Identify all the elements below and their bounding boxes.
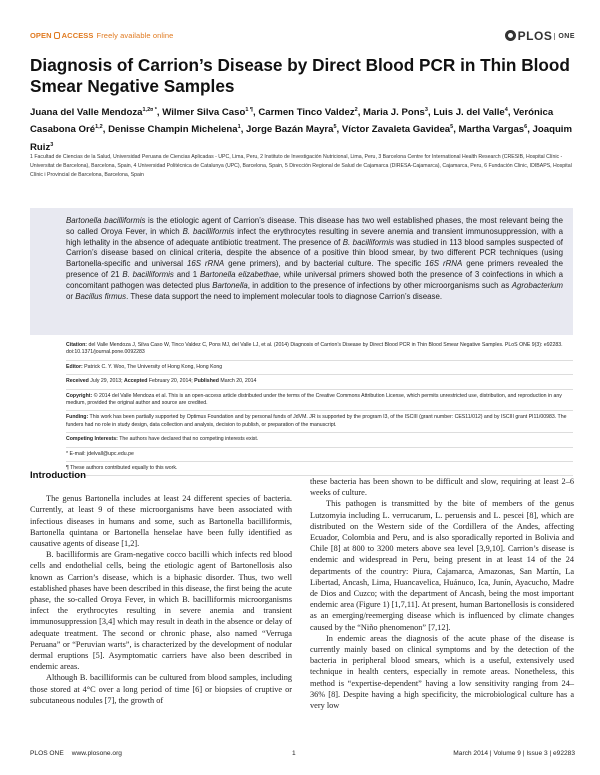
copyright-block: Copyright: © 2014 del Valle Mendoza et al. This is an open-access article distributed under the terms of the Creative Commons Attribution License, which permits unrestricted use, distribution, and reproduction in any medium, provided the original author and source are credited.	[66, 390, 573, 412]
author-list: Juana del Valle Mendoza$^{1,2¤ *}$, Wilmer Silva Caso$^{1 \P}$, Carmen Tinco Valdez$^2$, Maria J. Pons$^3$, Luis J. del Valle$^4$, Verónica Casabona Oré$^{1,2}$, Denisse Champin Michelena$^1$, Jorge Bazán Mayra$^5$, Víctor Zavaleta Gavidea$^5$, Martha Vargas$^6$, Joaquim Ruiz$^3$	[30, 107, 572, 153]
author-name: Luis J. del Valle$^4$	[433, 107, 508, 119]
author-name: Denisse Champin Michelena$^1$	[108, 124, 241, 136]
journal-logo: PLOS ONE	[505, 29, 575, 43]
dates-block: Received July 29, 2013; Accepted February 20, 2014; Published March 20, 2014	[66, 375, 573, 389]
editor-block: Editor: Patrick C. Y. Woo, The University of Hong Kong, Hong Kong	[66, 361, 573, 375]
page-number: 1	[292, 750, 296, 757]
page-footer	[30, 750, 575, 762]
body-left-column	[30, 470, 292, 706]
author-name: Martha Vargas$^6$	[458, 124, 528, 136]
author-name: Joaquim Ruiz$^3$	[30, 124, 572, 153]
author-name: Juana del Valle Mendoza$^{1,2¤ *}$	[30, 107, 157, 119]
open-access-badge: OPEN ACCESS Freely available online	[30, 31, 174, 40]
author-name: Víctor Zavaleta Gavidea$^5$	[341, 124, 454, 136]
body-right-column	[310, 476, 574, 711]
article-title: Diagnosis of Carrion’s Disease by Direct Blood PCR in Thin Blood Smear Negative Samples	[30, 55, 570, 96]
body-paragraph: these bacteria has been shown to be difficult and slow, requiring at least 2–6 weeks of culture.	[310, 477, 574, 498]
body-paragraph: This pathogen is transmitted by the bite of members of the genus Lutzomyia including L. verrucarum, L. peruensis and L. pescei [8], which are distributed on the Western side of the Cordillera of the Andes, affecting Ecuador, Colombia and Peru, and is also sporadically reported in Bolivia and Chile [8] at 800 to 3200 meters above sea level [3,9,10]. Carrion’s disease is endemic and widespread in Peru, being present in at least 14 of the 24 departments of the country: Piura, Cajamarca, Amazonas, San Martín, La Libertad, Ancash, Lima, Huancavelica, Huánuco, Ica, Junín, Ayacucho, Madre de Dios and Cuzco; with the department of Ancash, being the most important endemic area (Figure 1) [1,7,11]. At present, human Bartonellosis is considered as an emerging/reemerging disease which is influenced by climate changes caused by the “Niño phenomenon” [7,12].	[310, 499, 574, 632]
plos-logo-icon	[505, 30, 516, 41]
body-paragraph: Although B. bacilliformis can be cultured from blood samples, including those stored at 4°C over a long period of time [6] or biopsies of cruptive or subcutaneous nodules [7], the growth of	[30, 673, 292, 705]
body-paragraph: B. bacilliformis are Gram-negative cocco bacilli which infects red blood cells and endothelial cells, being the etiologic agent of Bartonellosis also known as Carrion’s disease, which is a biphasic disorder. Thus, two well established phases have been described in this disease, the first being the acute phase, the so-called Oroya Fever, in which B. bacilliformis microorganisms infect the erythrocytes resulting in severe anemia and transient immunosuppression [3,4] which may result in death in the absence or delay of adequate treatment. The second or chronic phase, also named “Verruga Peruana” or “Peruvian warts”, is characterized by the development of nodular dermal eruptions [5]. Asymptomatic carriers have also been described in endemic areas.	[30, 550, 292, 672]
author-name: Wilmer Silva Caso$^{1 \P}$	[162, 107, 253, 119]
footer-url[interactable]: www.plosone.org	[71, 750, 122, 757]
equal-contribution-line: ¶ These authors contributed equally to this work.	[66, 462, 573, 476]
affiliations: 1 Facultad de Ciencias de la Salud, Universidad Peruana de Ciencias Aplicadas - UPC, Lima, Peru, 2 Instituto de Investigación Nutricional, Lima, Peru, 3 Barcelona Centre for International Health Research (CRESIB, Hospital Clínic - Universitat de Barcelona), Barcelona, Spain, 4 Universidad Politécnica de Catalunya (UPC), Barcelona, Spain, 5 Dirección Regional de Salud de Cajamarca (DIRESA-Cajamarca), Cajamarca, Peru, 6 Fundación Clinic, IDIBAPS, Hospital Clínic i Provincial de Barcelona, Barcelona, Spain	[30, 154, 572, 179]
email-line[interactable]: * E-mail: jdelvall@upc.edu.pe	[66, 448, 573, 462]
author-name: Jorge Bazán Mayra$^5$	[246, 124, 337, 136]
free-online-label: Freely available online	[96, 31, 174, 40]
author-name: Maria J. Pons$^3$	[363, 107, 428, 119]
citation-block: Citation: del Valle Mendoza J, Silva Caso W, Tinco Valdez C, Pons MJ, del Valle LJ, et al. (2014) Diagnosis of Carrion’s Disease by Direct Blood PCR in Thin Blood Smear Negative Samples. PLoS ONE 9(3): e92283. doi:10.1371/journal.pone.0092283	[66, 339, 573, 361]
funding-block: Funding: This work has been partially supported by Optimus Foundation and by personal funds of JdVM. JR is supported by the program I3, of the ISCIII (grant number: CES11/012) and by ISCIII grant PI11/00983. The funders had no role in study design, data collection and analysis, decision to publish, or preparation of the manuscript.	[66, 411, 573, 433]
abstract-box	[30, 208, 573, 335]
journal-header	[30, 29, 575, 45]
article-metadata	[66, 339, 573, 476]
open-access-lock-icon	[54, 32, 60, 39]
abstract-text: Bartonella bacilliformis is the etiologic agent of Carrion’s disease. This disease has two well established phases, the most relevant being the so called Oroya Fever, in which B. bacilliformis infect the erythrocytes resulting in severe anemia and transient immunosuppression, with a high lethality in the absence of adequate antibiotic treatment. The presence of B. bacilliformis was studied in 113 blood samples suspected of Carrion’s disease based on clinical criteria, despite the absence of a positive thin blood smear, by two different PCR techniques (using Bartonella-specific and universal 16S rRNA gene primers), and by bacterial culture. The specific 16S rRNA gene primers revealed the presence of 21 B. bacilliformis and 1 Bartonella elizabethae, while universal primers showed both the presence of 3 coinfections in which a concomitant pathogen was detected plus Bartonella, in addition to the presence of infections by other microorganisms such as Agrobacterium or Bacillus firmus. These data support the need to implement molecular tools to diagnose Carrion’s disease.	[66, 216, 564, 301]
competing-interests-block: Competing Interests: The authors have declared that no competing interests exist.	[66, 433, 573, 447]
author-name: Carmen Tinco Valdez$^2$	[258, 107, 358, 119]
body-paragraph: The genus Bartonella includes at least 24 different species of bacteria. Currently, at least 9 of these microorganisms have been associated with infectious diseases in humans and some, such as Bartonella bacilliformis, Bartonella quintana or Bartonella henselae have been fully identified as causative agents of disease [1,2].	[30, 494, 292, 549]
author-name: Verónica Casabona Oré$^{1,2}$	[30, 107, 554, 136]
issue-info: March 2014 | Volume 9 | Issue 3 | e92283	[453, 750, 575, 757]
footer-journal: PLOS ONE	[30, 750, 64, 757]
section-heading-introduction: Introduction	[30, 470, 86, 481]
body-paragraph: In endemic areas the diagnosis of the acute phase of the disease is currently mainly based on clinical symptoms and by the detection of the bacteria in peripheral blood smears, which is a useful, extensively used technique in health centers, especially in remote areas. Nonetheless, this method is “expertise-dependent” having a low sensitivity ranging from 24–36% [8]. Despite having a high specificity, the microbiological culture has a very low	[310, 633, 574, 711]
